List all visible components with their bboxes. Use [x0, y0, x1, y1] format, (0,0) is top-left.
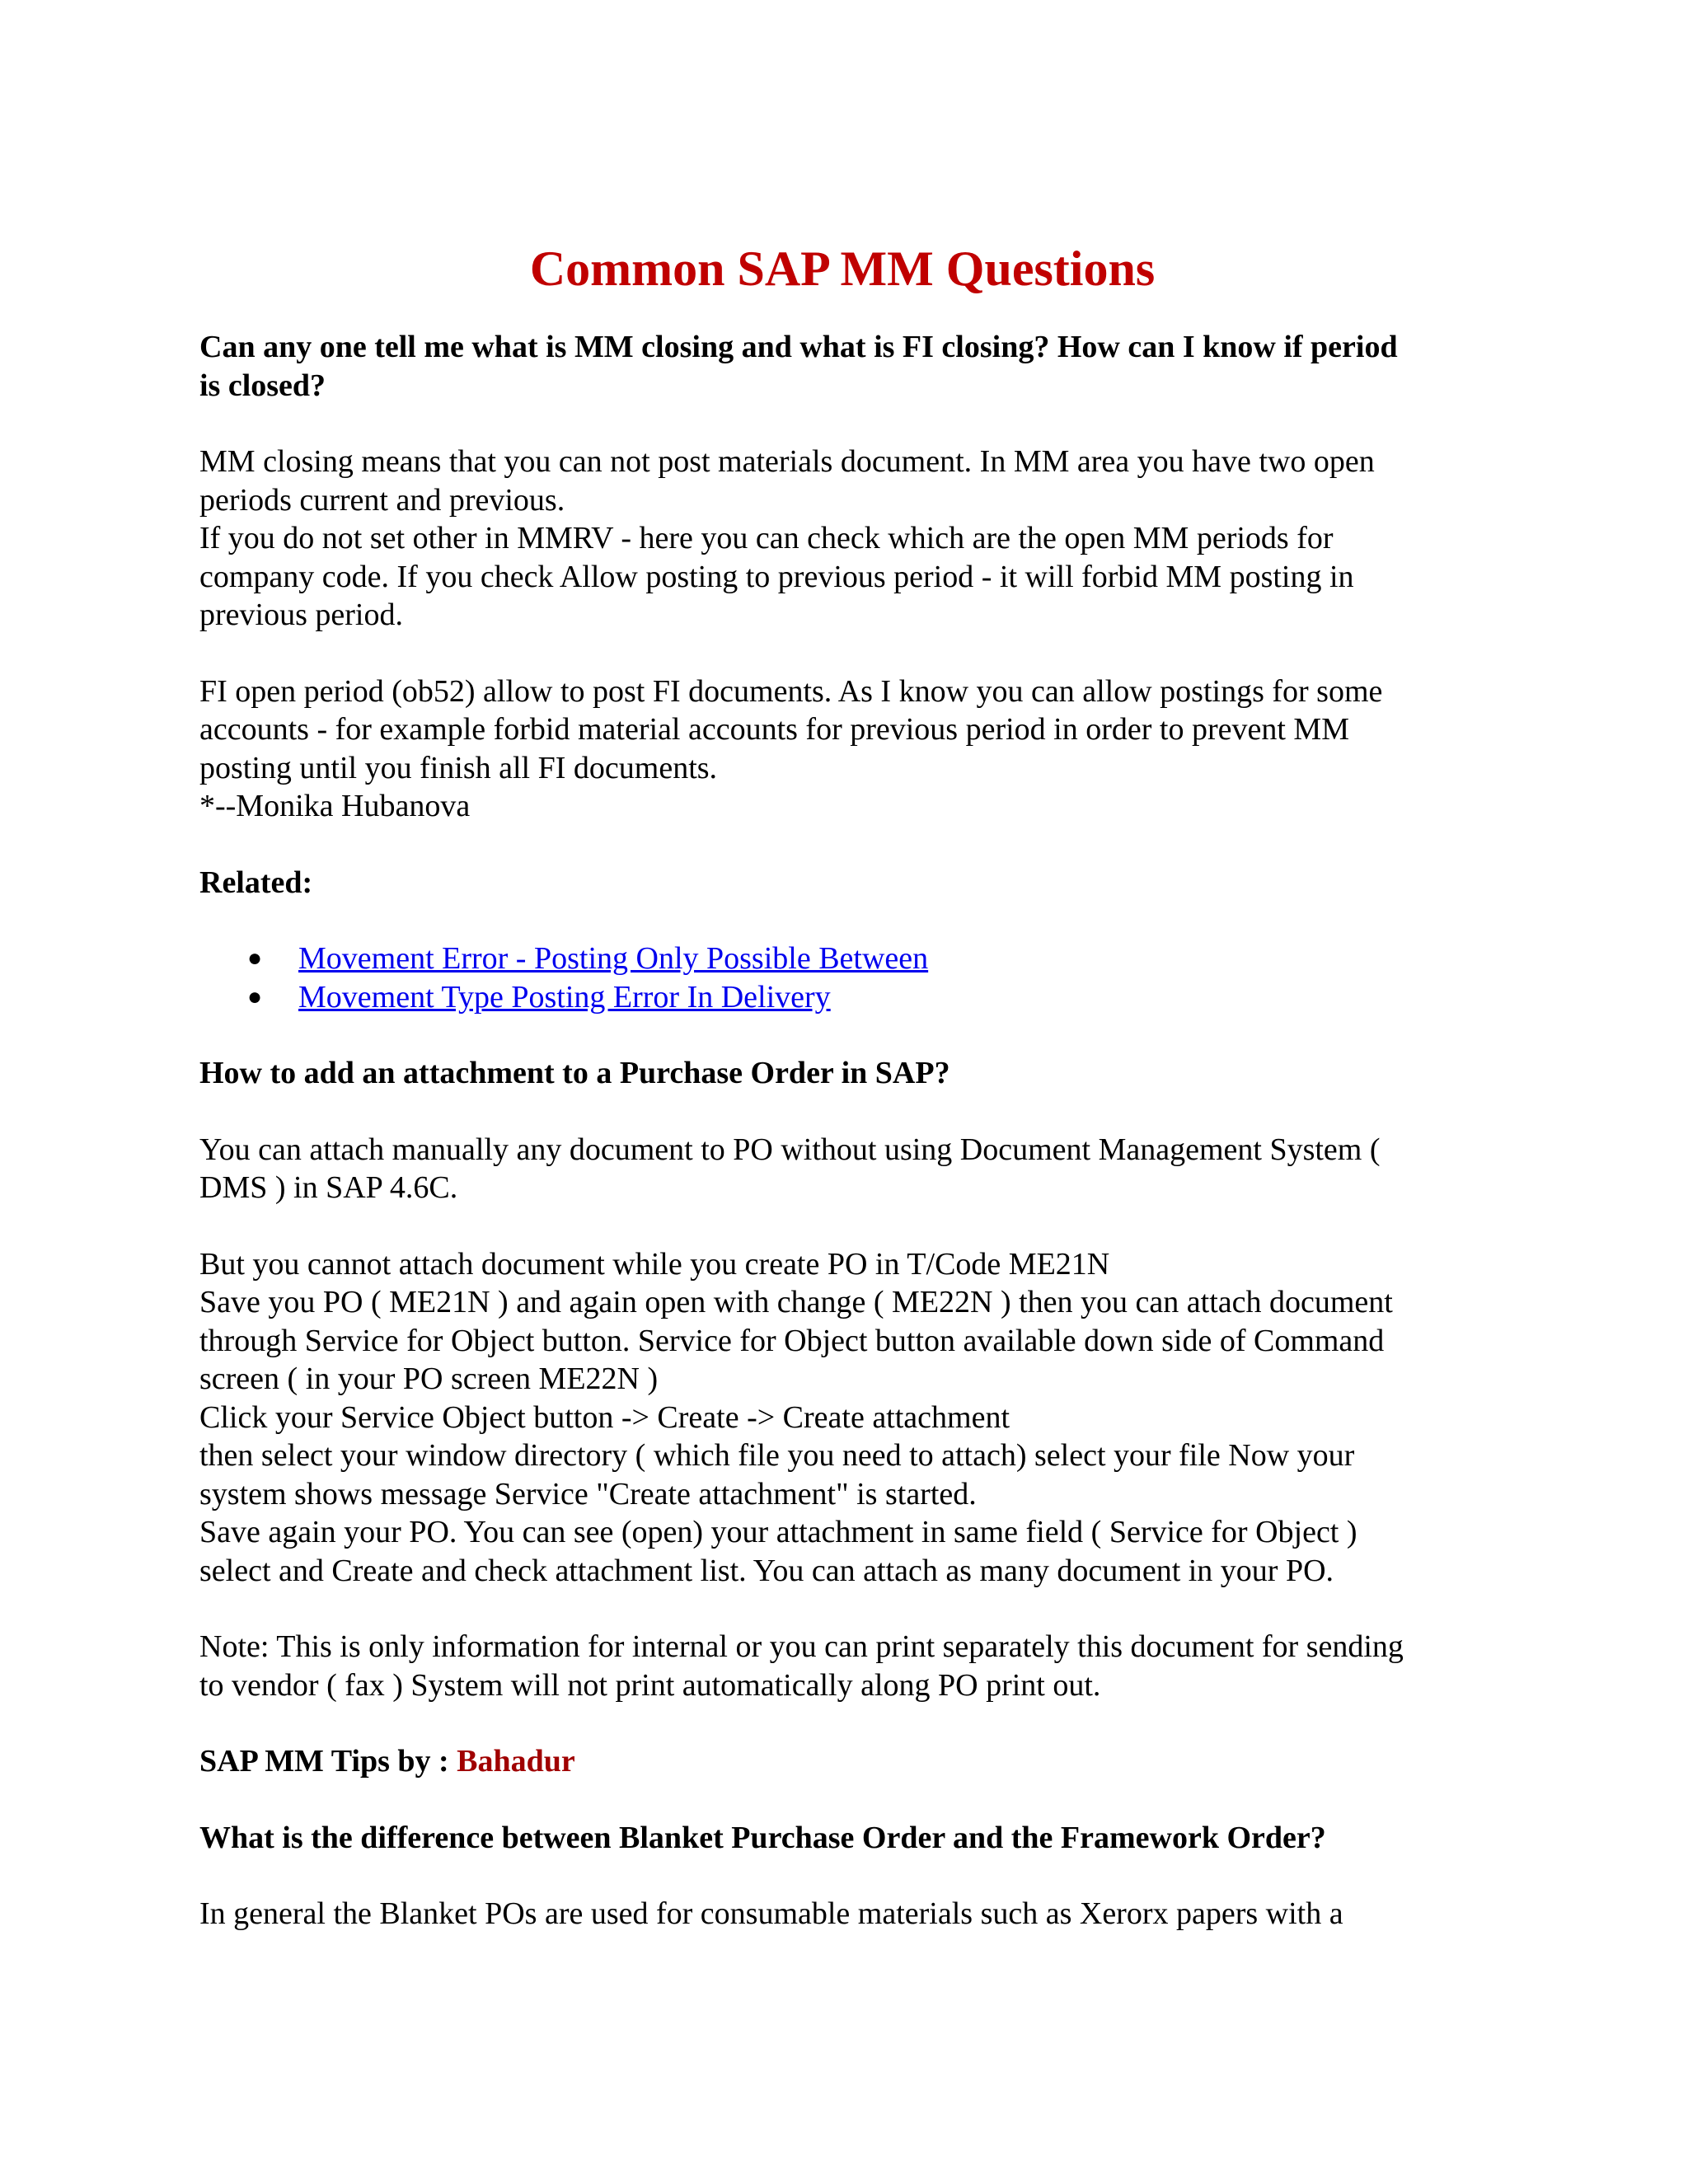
- text-line: accounts - for example forbid material accounts for previous period in order to prevent MM: [199, 712, 1349, 747]
- text-line: Save again your PO. You can see (open) your attachment in same field ( Service for Object ): [199, 1515, 1357, 1549]
- note-paragraph: [199, 1628, 1485, 1704]
- bullet-icon: ●: [247, 944, 263, 972]
- question-line: Can any one tell me what is MM closing and what is FI closing? How can I know if period: [199, 330, 1398, 364]
- related-heading: Related:: [199, 865, 313, 900]
- answer-paragraph: [199, 443, 1485, 635]
- tips-label: SAP MM Tips by :: [199, 1744, 457, 1779]
- text-line: select and Create and check attachment list. You can attach as many document in your PO.: [199, 1553, 1334, 1588]
- text-line: You can attach manually any document to PO without using Document Management System (: [199, 1132, 1381, 1167]
- answer-paragraph: [199, 1245, 1485, 1591]
- question-line: is closed?: [199, 368, 326, 403]
- text-line: MM closing means that you can not post materials document. In MM area you have two open: [199, 444, 1375, 479]
- text-line: Note: This is only information for internal or you can print separately this document for sending: [199, 1629, 1404, 1664]
- related-links-list: [199, 940, 1485, 1016]
- text-line: Click your Service Object button -> Create -> Create attachment: [199, 1399, 1010, 1435]
- text-line: company code. If you check Allow posting to previous period - it will forbid MM posting in: [199, 559, 1354, 594]
- bullet-icon: ●: [247, 982, 263, 1010]
- document-content: [199, 239, 1485, 1971]
- page-title: Common SAP MM Questions: [529, 241, 1156, 296]
- author-credit: *--Monika Hubanova: [199, 789, 471, 823]
- text-line: screen ( in your PO screen ME22N ): [199, 1361, 659, 1396]
- related-link-movement-type[interactable]: Movement Type Posting Error In Delivery: [298, 979, 831, 1015]
- text-line: DMS ) in SAP 4.6C.: [199, 1170, 458, 1205]
- list-item: [199, 978, 1485, 1017]
- related-link-movement-error[interactable]: Movement Error - Posting Only Possible Between: [298, 941, 929, 976]
- answer-paragraph: [199, 1131, 1485, 1207]
- tips-credit: [199, 1742, 1485, 1781]
- text-line: Save you PO ( ME21N ) and again open with change ( ME22N ) then you can attach document: [199, 1285, 1393, 1319]
- text-line: FI open period (ob52) allow to post FI documents. As I know you can allow postings for some: [199, 673, 1383, 709]
- text-line: periods current and previous.: [199, 482, 565, 518]
- text-line: previous period.: [199, 598, 403, 632]
- text-line: But you cannot attach document while you create PO in T/Code ME21N: [199, 1246, 1110, 1282]
- text-line: If you do not set other in MMRV - here you can check which are the open MM periods for: [199, 521, 1334, 555]
- text-line: system shows message Service "Create attachment" is started.: [199, 1476, 977, 1511]
- question-po-attachment: How to add an attachment to a Purchase Order in SAP?: [199, 1056, 950, 1090]
- answer-paragraph: [199, 1895, 1485, 1933]
- text-line: then select your window directory ( which file you need to attach) select your file Now your: [199, 1438, 1355, 1473]
- list-item: [199, 940, 1485, 978]
- text-line: In general the Blanket POs are used for consumable materials such as Xerorx papers with a: [199, 1896, 1343, 1931]
- text-line: posting until you finish all FI documents.: [199, 750, 718, 785]
- text-line: to vendor ( fax ) System will not print automatically along PO print out.: [199, 1667, 1101, 1703]
- tips-author: Bahadur: [457, 1744, 575, 1779]
- question-mm-fi-closing: [199, 328, 1485, 405]
- question-blanket-vs-framework: What is the difference between Blanket Purchase Order and the Framework Order?: [199, 1820, 1326, 1855]
- text-line: through Service for Object button. Service for Object button available down side of Command: [199, 1323, 1385, 1358]
- answer-paragraph: [199, 673, 1485, 826]
